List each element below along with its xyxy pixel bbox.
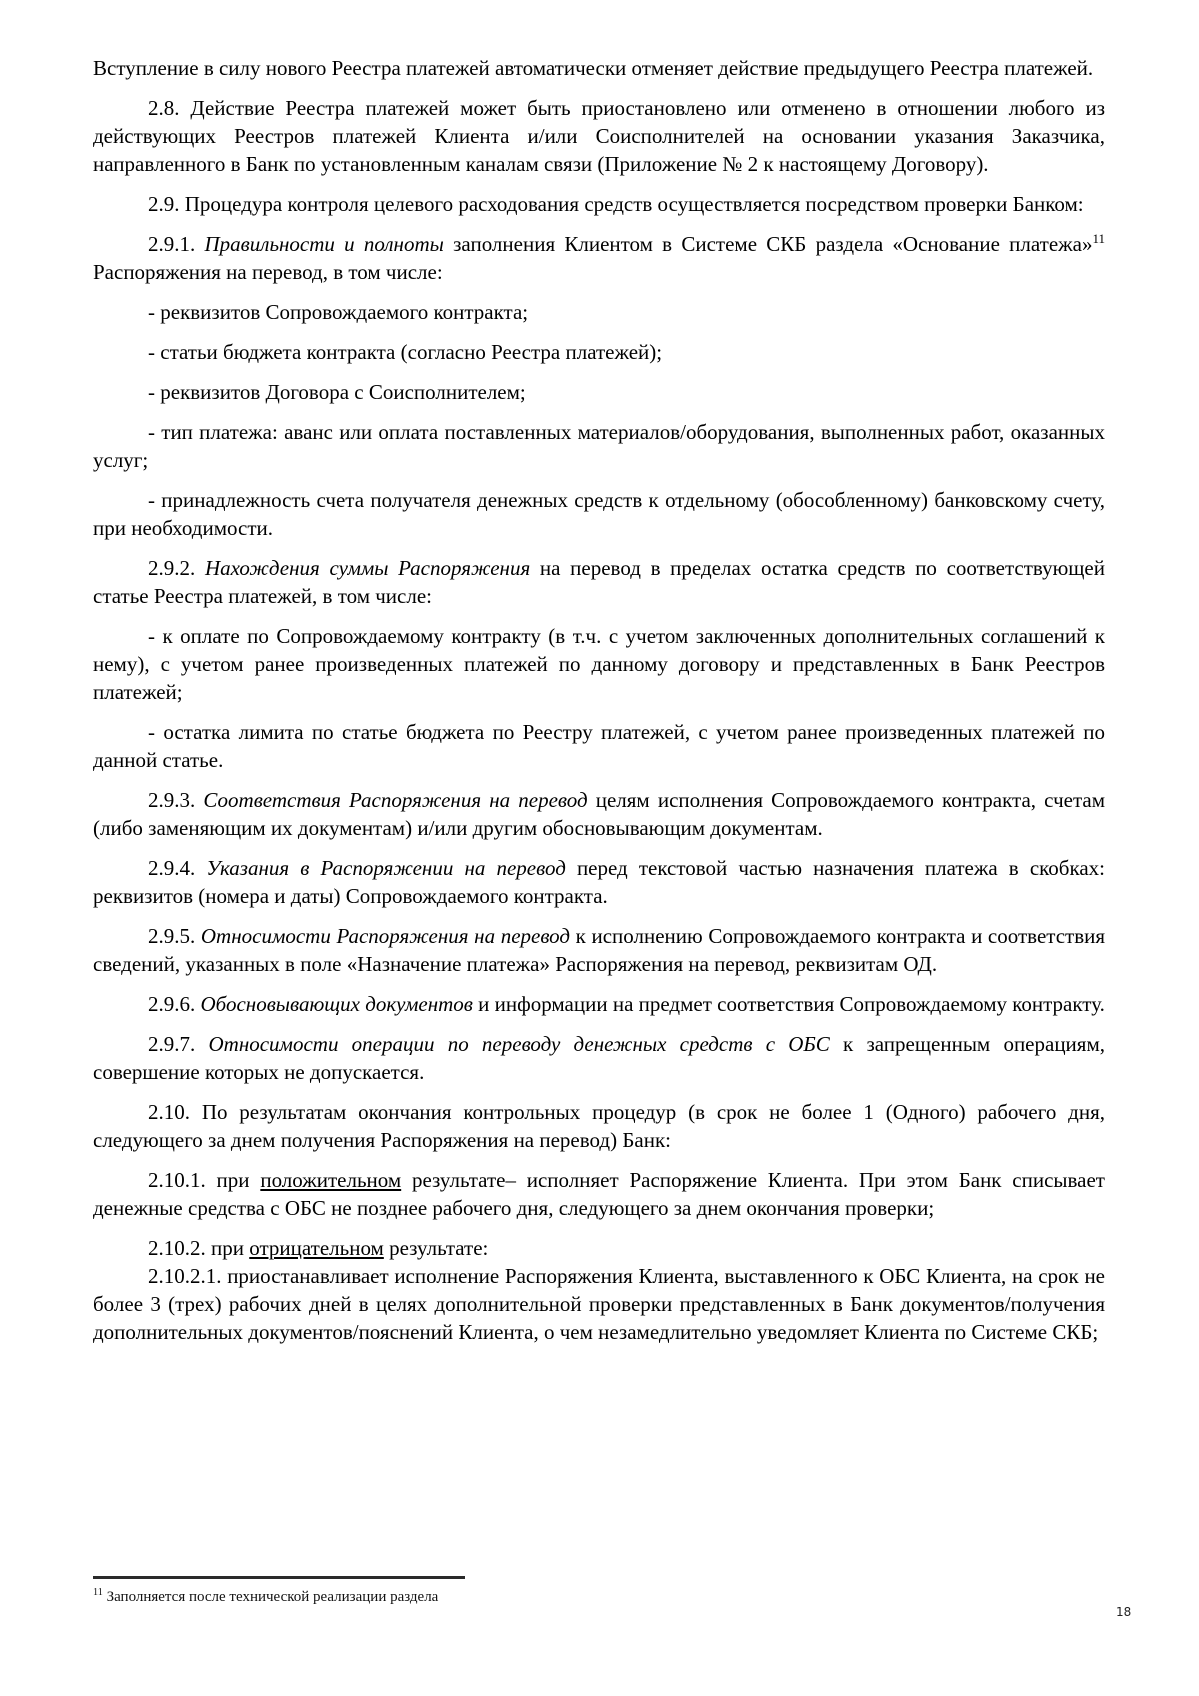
paragraph [93,230,1105,286]
paragraph [93,922,1105,978]
paragraph [93,786,1105,842]
paragraph [93,298,1105,326]
text-run: Относимости Распоряжения на перевод [200,924,571,948]
text-run: - статьи бюджета контракта (согласно Реестра платежей); [148,340,663,364]
text-run: - тип платежа: аванс или оплата поставленных материалов/оборудования, выполненных работ, оказанных услуг; [93,420,1105,472]
footnote-area [93,1576,1105,1607]
footnote-label: Заполняется после технической реализации раздела [102,1589,439,1605]
text-run: 2.9.7. [148,1032,209,1056]
text-run: 2.9.2. [148,556,205,580]
text-run: Распоряжения на перевод, в том числе: [93,260,443,284]
footnote-divider [93,1576,465,1579]
text-run: 2.10.2.1. приостанавливает исполнение Распоряжения Клиента, выставленного к ОБС Клиента, на срок не более 3 (трех) рабочих дней в целях дополнительной проверки представленных в Банк документов/получения дополнительных документов/пояснений Клиента, о чем незамедлительно уведомляет Клиента по Системе СКБ; [93,1264,1105,1344]
text-run: Относимости операции по переводу денежных средств с ОБС [208,1032,830,1056]
text-run: на перевод в пределах остатка средств по соответствующей статье Реестра платежей, в том числе: [93,556,1105,608]
paragraph [93,378,1105,406]
text-run: Соответствия Распоряжения на перевод [203,788,588,812]
footnote [93,1588,1105,1607]
text-run: к исполнению Сопровождаемого контракта и соответствия сведений, указанных в поле «Назначение платежа» Распоряжения на перевод, реквизитам ОД. [93,924,1106,976]
text-run: 2.9.6. [148,992,201,1016]
text-run: - реквизитов Договора с Соисполнителем; [148,380,526,404]
page-number: 18 [1116,1605,1132,1619]
text-run: положительном [260,1168,402,1192]
text-run: и информации на предмет соответствия Сопровождаемому контракту. [472,992,1105,1016]
text-run: результате– исполняет Распоряжение Клиента. При этом Банк списывает денежные средства с ОБС не позднее рабочего дня, следующего за днем окончания проверки; [93,1168,1105,1220]
text-run: перед текстовой частью назначения платежа в скобках: реквизитов (номера и даты) Сопровождаемого контракта. [93,856,1106,908]
paragraph [93,554,1105,610]
paragraph [93,338,1105,366]
text-run: Нахождения суммы Распоряжения [204,556,531,580]
paragraph [93,854,1105,910]
paragraph [93,94,1105,178]
text-run: - реквизитов Сопровождаемого контракта; [148,300,529,324]
text-run: - остатка лимита по статье бюджета по Реестру платежей, с учетом ранее произведенных платежей по данной статье. [93,720,1105,772]
text-run: отрицательном [249,1236,384,1260]
paragraph [93,486,1105,542]
paragraph [93,418,1105,474]
document-body [93,54,1105,1346]
text-run: 2.10. По результатам окончания контрольных процедур (в срок не более 1 (Одного) рабочего дня, следующего за днем получения Распоряжения на перевод) Банк: [93,1100,1105,1152]
text-run: 2.8. Действие Реестра платежей может быть приостановлено или отменено в отношении любого из действующих Реестров платежей Клиента и/или Соисполнителей на основании указания Заказчика, направленного в Банк по установленным каналам связи (Приложение № 2 к настоящему Договору). [93,96,1105,176]
footnote-reference: 11 [1092,231,1106,246]
paragraph [93,718,1105,774]
text-run: 2.9.1. [148,232,205,256]
text-run: результате: [383,1236,489,1260]
text-run: - принадлежность счета получателя денежных средств к отдельному (обособленному) банковскому счету, при необходимости. [93,488,1105,540]
paragraph [93,1098,1105,1154]
paragraph [93,190,1105,218]
paragraph [93,1234,1105,1262]
footnote-marker: 11 [93,1587,103,1598]
paragraph [93,1262,1105,1346]
text-run: Указания в Распоряжении на перевод [206,856,566,880]
text-run: 2.10.2. при [148,1236,250,1260]
text-run: Вступление в силу нового Реестра платежей автоматически отменяет действие предыдущего Реестра платежей. [93,56,1094,80]
paragraph [93,1030,1105,1086]
text-run: заполнения Клиентом в Системе СКБ раздела «Основание платежа» [443,232,1093,256]
paragraph [93,1166,1105,1222]
text-run: целям исполнения Сопровождаемого контракта, счетам (либо заменяющим их документам) и/или другим обосновывающим документам. [93,788,1105,840]
paragraph [93,54,1105,82]
text-run: 2.9.4. [148,856,207,880]
text-run: Правильности и полноты [204,232,444,256]
text-run: 2.9.5. [148,924,201,948]
text-run: 2.9.3. [148,788,204,812]
paragraph [93,990,1105,1018]
text-run: 2.9. Процедура контроля целевого расходования средств осуществляется посредством проверки Банком: [148,192,1084,216]
text-run: 2.10.1. при [148,1168,261,1192]
text-run: к запрещенным операциям, совершение которых не допускается. [93,1032,1105,1084]
paragraph [93,622,1105,706]
text-run: - к оплате по Сопровождаемому контракту (в т.ч. с учетом заключенных дополнительных соглашений к нему), с учетом ранее произведенных платежей по данному договору и представленных в Банк Реестров платежей; [93,624,1105,704]
text-run: Обосновывающих документов [200,992,473,1016]
